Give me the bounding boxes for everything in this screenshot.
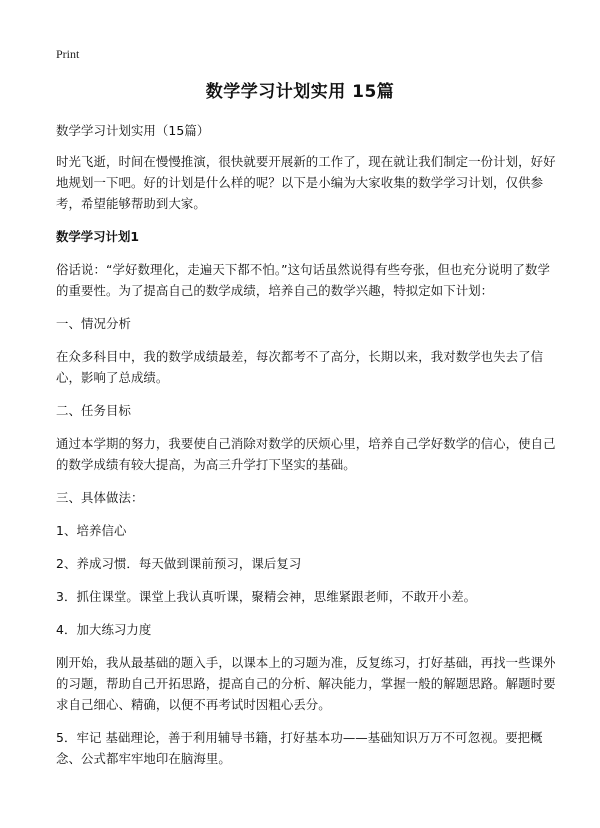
paragraph-1: 俗话说：“学好数理化，走遍天下都不怕。”这句话虽然说得有些夸张，但也充分说明了数学的重要性。为了提高自己的数学成绩，培养自己的数学兴趣，特拟定如下计划：	[56, 262, 550, 298]
page-title: 数学学习计划实用 15篇	[205, 82, 395, 102]
paragraph-4: 刚开始，我从最基础的题入手，以课本上的习题为准，反复练习，打好基础，再找一些课外的习题，帮助自己开拓思路，提高自己的分析、解决能力，掌握一般的解题思路。解题时要求自己细心、精确，以便不再考试时因粗心丢分。	[56, 655, 556, 712]
paragraph-2: 在众多科目中，我的数学成绩最差，每次都考不了高分，长期以来，我对数学也失去了信心，影响了总成绩。	[56, 349, 544, 385]
list-item-1: 1、培养信心	[56, 523, 127, 538]
document-body	[56, 120, 556, 781]
subtitle: 数学学习计划实用（15篇）	[56, 123, 210, 138]
paragraph-3: 通过本学期的努力，我要使自己消除对数学的厌烦心里，培养自己学好数学的信心，使自己的数学成绩有较大提高，为高三升学打下坚实的基础。	[56, 436, 556, 472]
intro-paragraph: 时光飞逝，时间在慢慢推演，很快就要开展新的工作了，现在就让我们制定一份计划，好好地规划一下吧。好的计划是什么样的呢？以下是小编为大家收集的数学学习计划，仅供参考，希望能够帮助到大家。	[56, 154, 556, 211]
list-item-5: 5．牢记 基础理论，善于利用辅导书籍，打好基本功——基础知识万万不可忽视。要把概念、公式都牢牢地印在脑海里。	[56, 730, 543, 766]
list-item-3: 3．抓住课堂。课堂上我认真听课，聚精会神，思维紧跟老师，不敢开小差。	[56, 589, 477, 604]
heading-situation-analysis: 一、情况分析	[56, 316, 131, 331]
section-heading: 数学学习计划1	[56, 229, 139, 244]
heading-specific-methods: 三、具体做法：	[56, 490, 144, 505]
list-item-2: 2、养成习惯．每天做到课前预习，课后复习	[56, 556, 302, 571]
heading-task-goals: 二、任务目标	[56, 403, 131, 418]
print-link[interactable]: Print	[56, 47, 80, 61]
list-item-4: 4．加大练习力度	[56, 622, 152, 637]
